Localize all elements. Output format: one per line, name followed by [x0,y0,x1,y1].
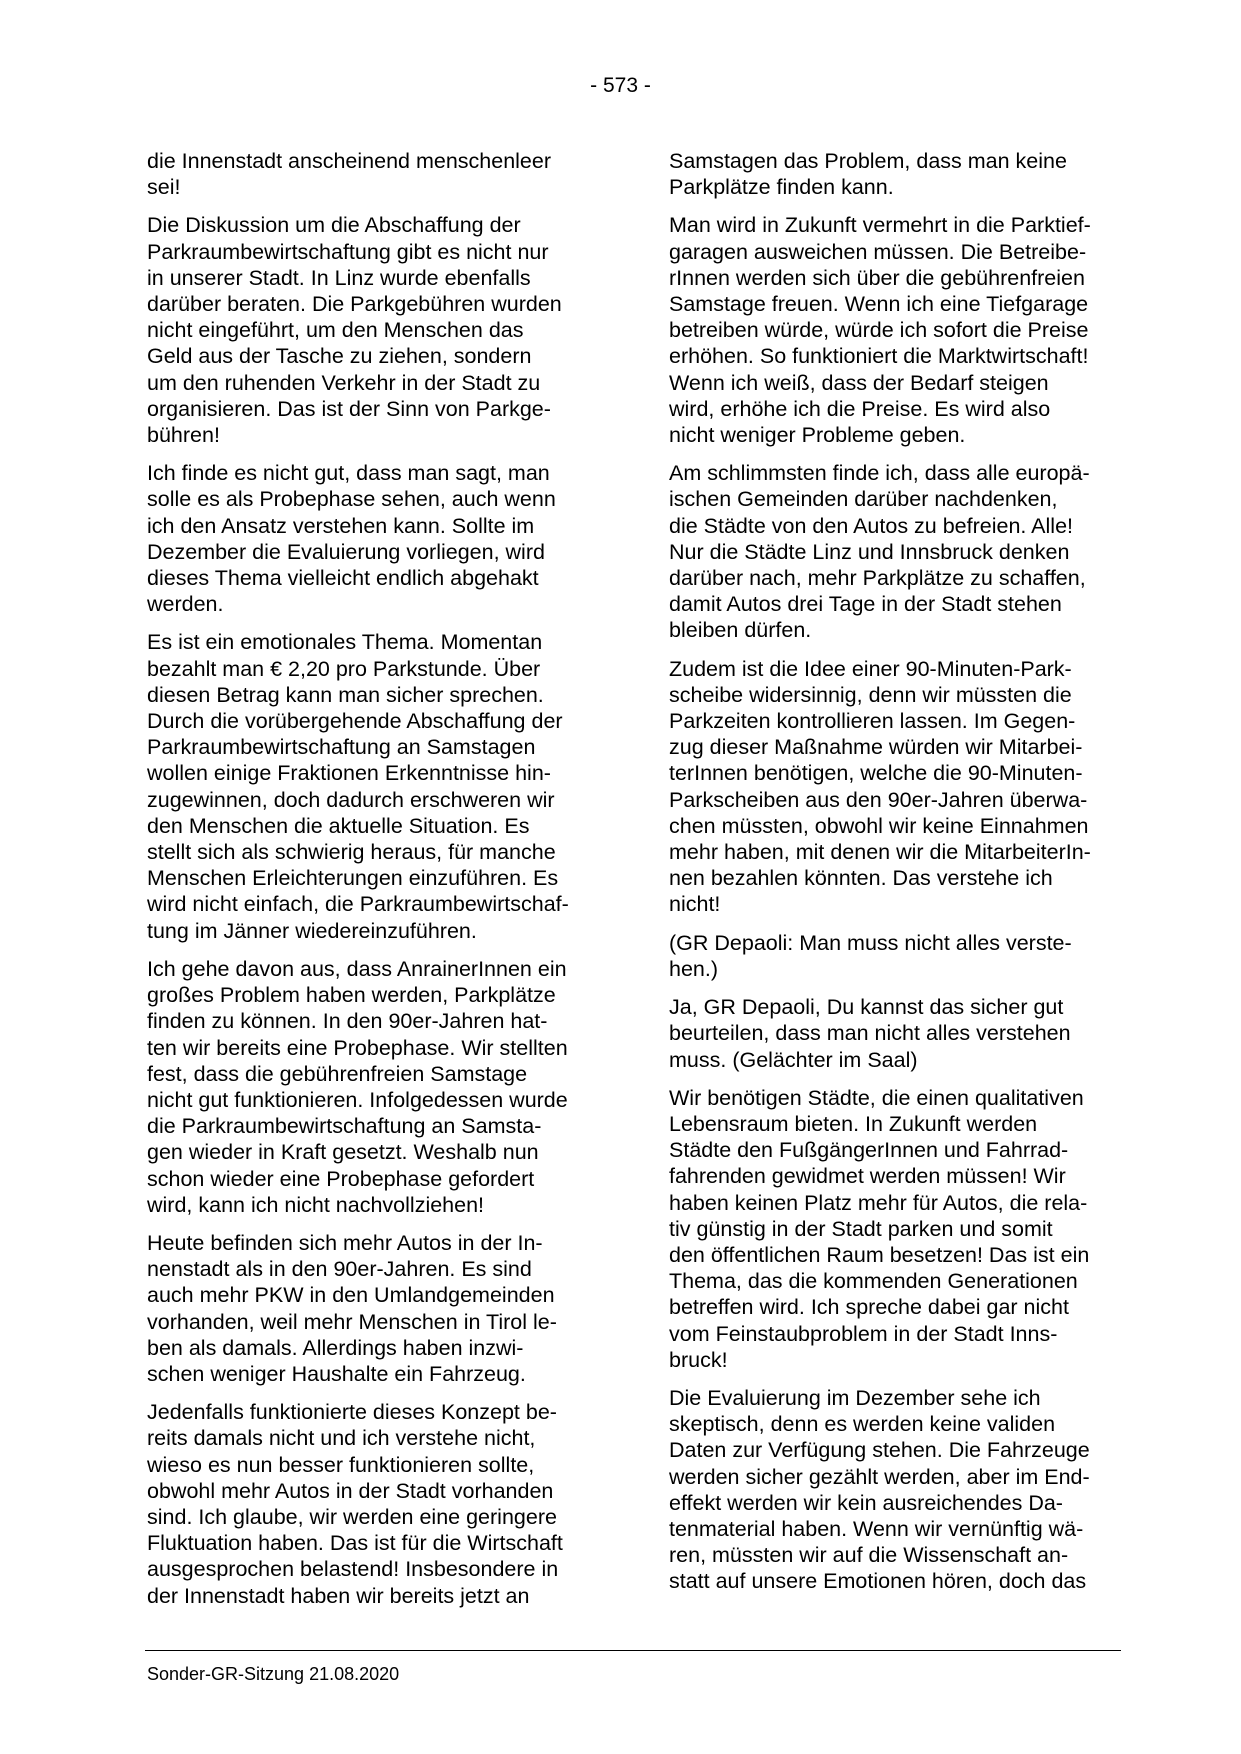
left-text-column [147,148,597,1621]
paragraph: Samstagen das Problem, dass man keine Parkplätze finden kann. [669,149,1067,200]
paragraph: Jedenfalls funktionierte dieses Konzept be- reits damals nicht und ich verstehe nicht, wieso es nun besser funktionieren sollte, obwohl mehr Autos in der Stadt vorhanden sind. Ich glaube, wir werden eine geringere Fluktuation haben. Das ist für die Wirtschaft ausgesprochen belastend! Insbesondere in der Innenstadt haben wir bereits jetzt an [147,1400,563,1608]
paragraph: Ich gehe davon aus, dass AnrainerInnen ein großes Problem haben werden, Parkplätze finden zu können. In den 90er-Jahren hat- ten wir bereits eine Probephase. Wir stellten fest, dass die gebührenfreien Samstage nicht gut funktionieren. Infolgedessen wurde die Parkraumbewirtschaftung an Samsta- gen wieder in Kraft gesetzt. Weshalb nun schon wieder eine Probephase gefordert wird, kann ich nicht nachvollziehen! [147,956,568,1217]
paragraph: Die Diskussion um die Abschaffung der Parkraumbewirtschaftung gibt es nicht nur in unserer Stadt. In Linz wurde ebenfalls darüber beraten. Die Parkgebühren wurden nicht eingeführt, um den Menschen das Geld aus der Tasche zu ziehen, sondern um den ruhenden Verkehr in der Stadt zu organisieren. Das ist der Sinn von Parkge- bühren! [147,213,562,448]
paragraph: Wir benötigen Städte, die einen qualitativen Lebensraum bieten. In Zukunft werden Städte den FußgängerInnen und Fahrrad- fahrenden gewidmet werden müssen! Wir haben keinen Platz mehr für Autos, die rela- tiv günstig in der Stadt parken und somit den öffentlichen Raum besetzen! Das ist ein Thema, das die kommenden Generationen betreffen wird. Ich spreche dabei gar nicht vom Feinstaubproblem in der Stadt Inns- bruck! [669,1085,1090,1372]
paragraph: Ja, GR Depaoli, Du kannst das sicher gut beurteilen, dass man nicht alles verstehen muss. (Gelächter im Saal) [669,995,1071,1072]
paragraph: Man wird in Zukunft vermehrt in die Parktief- garagen ausweichen müssen. Die Betreibe- rInnen werden sich über die gebührenfreien Samstage freuen. Wenn ich eine Tiefgarage betreiben würde, würde ich sofort die Preise erhöhen. So funktioniert die Marktwirtschaft! Wenn ich weiß, dass der Bedarf steigen wird, erhöhe ich die Preise. Es wird also nicht weniger Probleme geben. [669,213,1091,448]
footer-divider [145,1650,1121,1651]
paragraph: Am schlimmsten finde ich, dass alle europä- ischen Gemeinden darüber nachdenken, die Städte von den Autos zu befreien. Alle! Nur die Städte Linz und Innsbruck denken darüber nach, mehr Parkplätze zu schaffen, damit Autos drei Tage in der Stadt stehen bleiben dürfen. [669,461,1090,643]
right-text-column [669,148,1121,1607]
paragraph: Heute befinden sich mehr Autos in der In- nenstadt als in den 90er-Jahren. Es sind auch mehr PKW in den Umlandgemeinden vorhanden, weil mehr Menschen in Tirol le- ben als damals. Allerdings haben inzwi- schen weniger Haushalte ein Fahrzeug. [147,1230,557,1386]
page-number: - 573 - [590,74,651,97]
footer-session-label: Sonder-GR-Sitzung 21.08.2020 [147,1664,400,1684]
paragraph: Ich finde es nicht gut, dass man sagt, man solle es als Probephase sehen, auch wenn ich den Ansatz verstehen kann. Sollte im Dezember die Evaluierung vorliegen, wird dieses Thema vielleicht endlich abgehakt werden. [147,461,556,617]
paragraph: (GR Depaoli: Man muss nicht alles verste- hen.) [669,930,1072,981]
paragraph: Zudem ist die Idee einer 90-Minuten-Park- scheibe widersinnig, denn wir müssten die Parkzeiten kontrollieren lassen. Im Gegen- zug dieser Maßnahme würden wir Mitarbei- terInnen benötigen, welche die 90-Minuten- Parkscheiben aus den 90er-Jahren überwa- chen müssten, obwohl wir keine Einnahmen mehr haben, mit denen wir die MitarbeiterIn- nen bezahlen könnten. Das verstehe ich nicht! [669,656,1091,917]
paragraph: die Innenstadt anscheinend menschenleer sei! [147,149,552,200]
paragraph: Es ist ein emotionales Thema. Momentan bezahlt man € 2,20 pro Parkstunde. Über diesen Betrag kann man sicher sprechen. Durch die vorübergehende Abschaffung der Parkraumbewirtschaftung an Samstagen wollen einige Fraktionen Erkenntnisse hin- zugewinnen, doch dadurch erschweren wir den Menschen die aktuelle Situation. Es stellt sich als schwierig heraus, für manche Menschen Erleichterungen einzuführen. Es wird nicht einfach, die Parkraumbewirtschaf- tung im Jänner wiedereinzuführen. [147,630,569,943]
paragraph: Die Evaluierung im Dezember sehe ich skeptisch, denn es werden keine validen Daten zur Verfügung stehen. Die Fahrzeuge werden sicher gezählt werden, aber im End- effekt werden wir kein ausreichendes Da- tenmaterial haben. Wenn wir vernünftig wä- ren, müssten wir auf die Wissenschaft an- statt auf unsere Emotionen hören, doch das [669,1385,1090,1594]
